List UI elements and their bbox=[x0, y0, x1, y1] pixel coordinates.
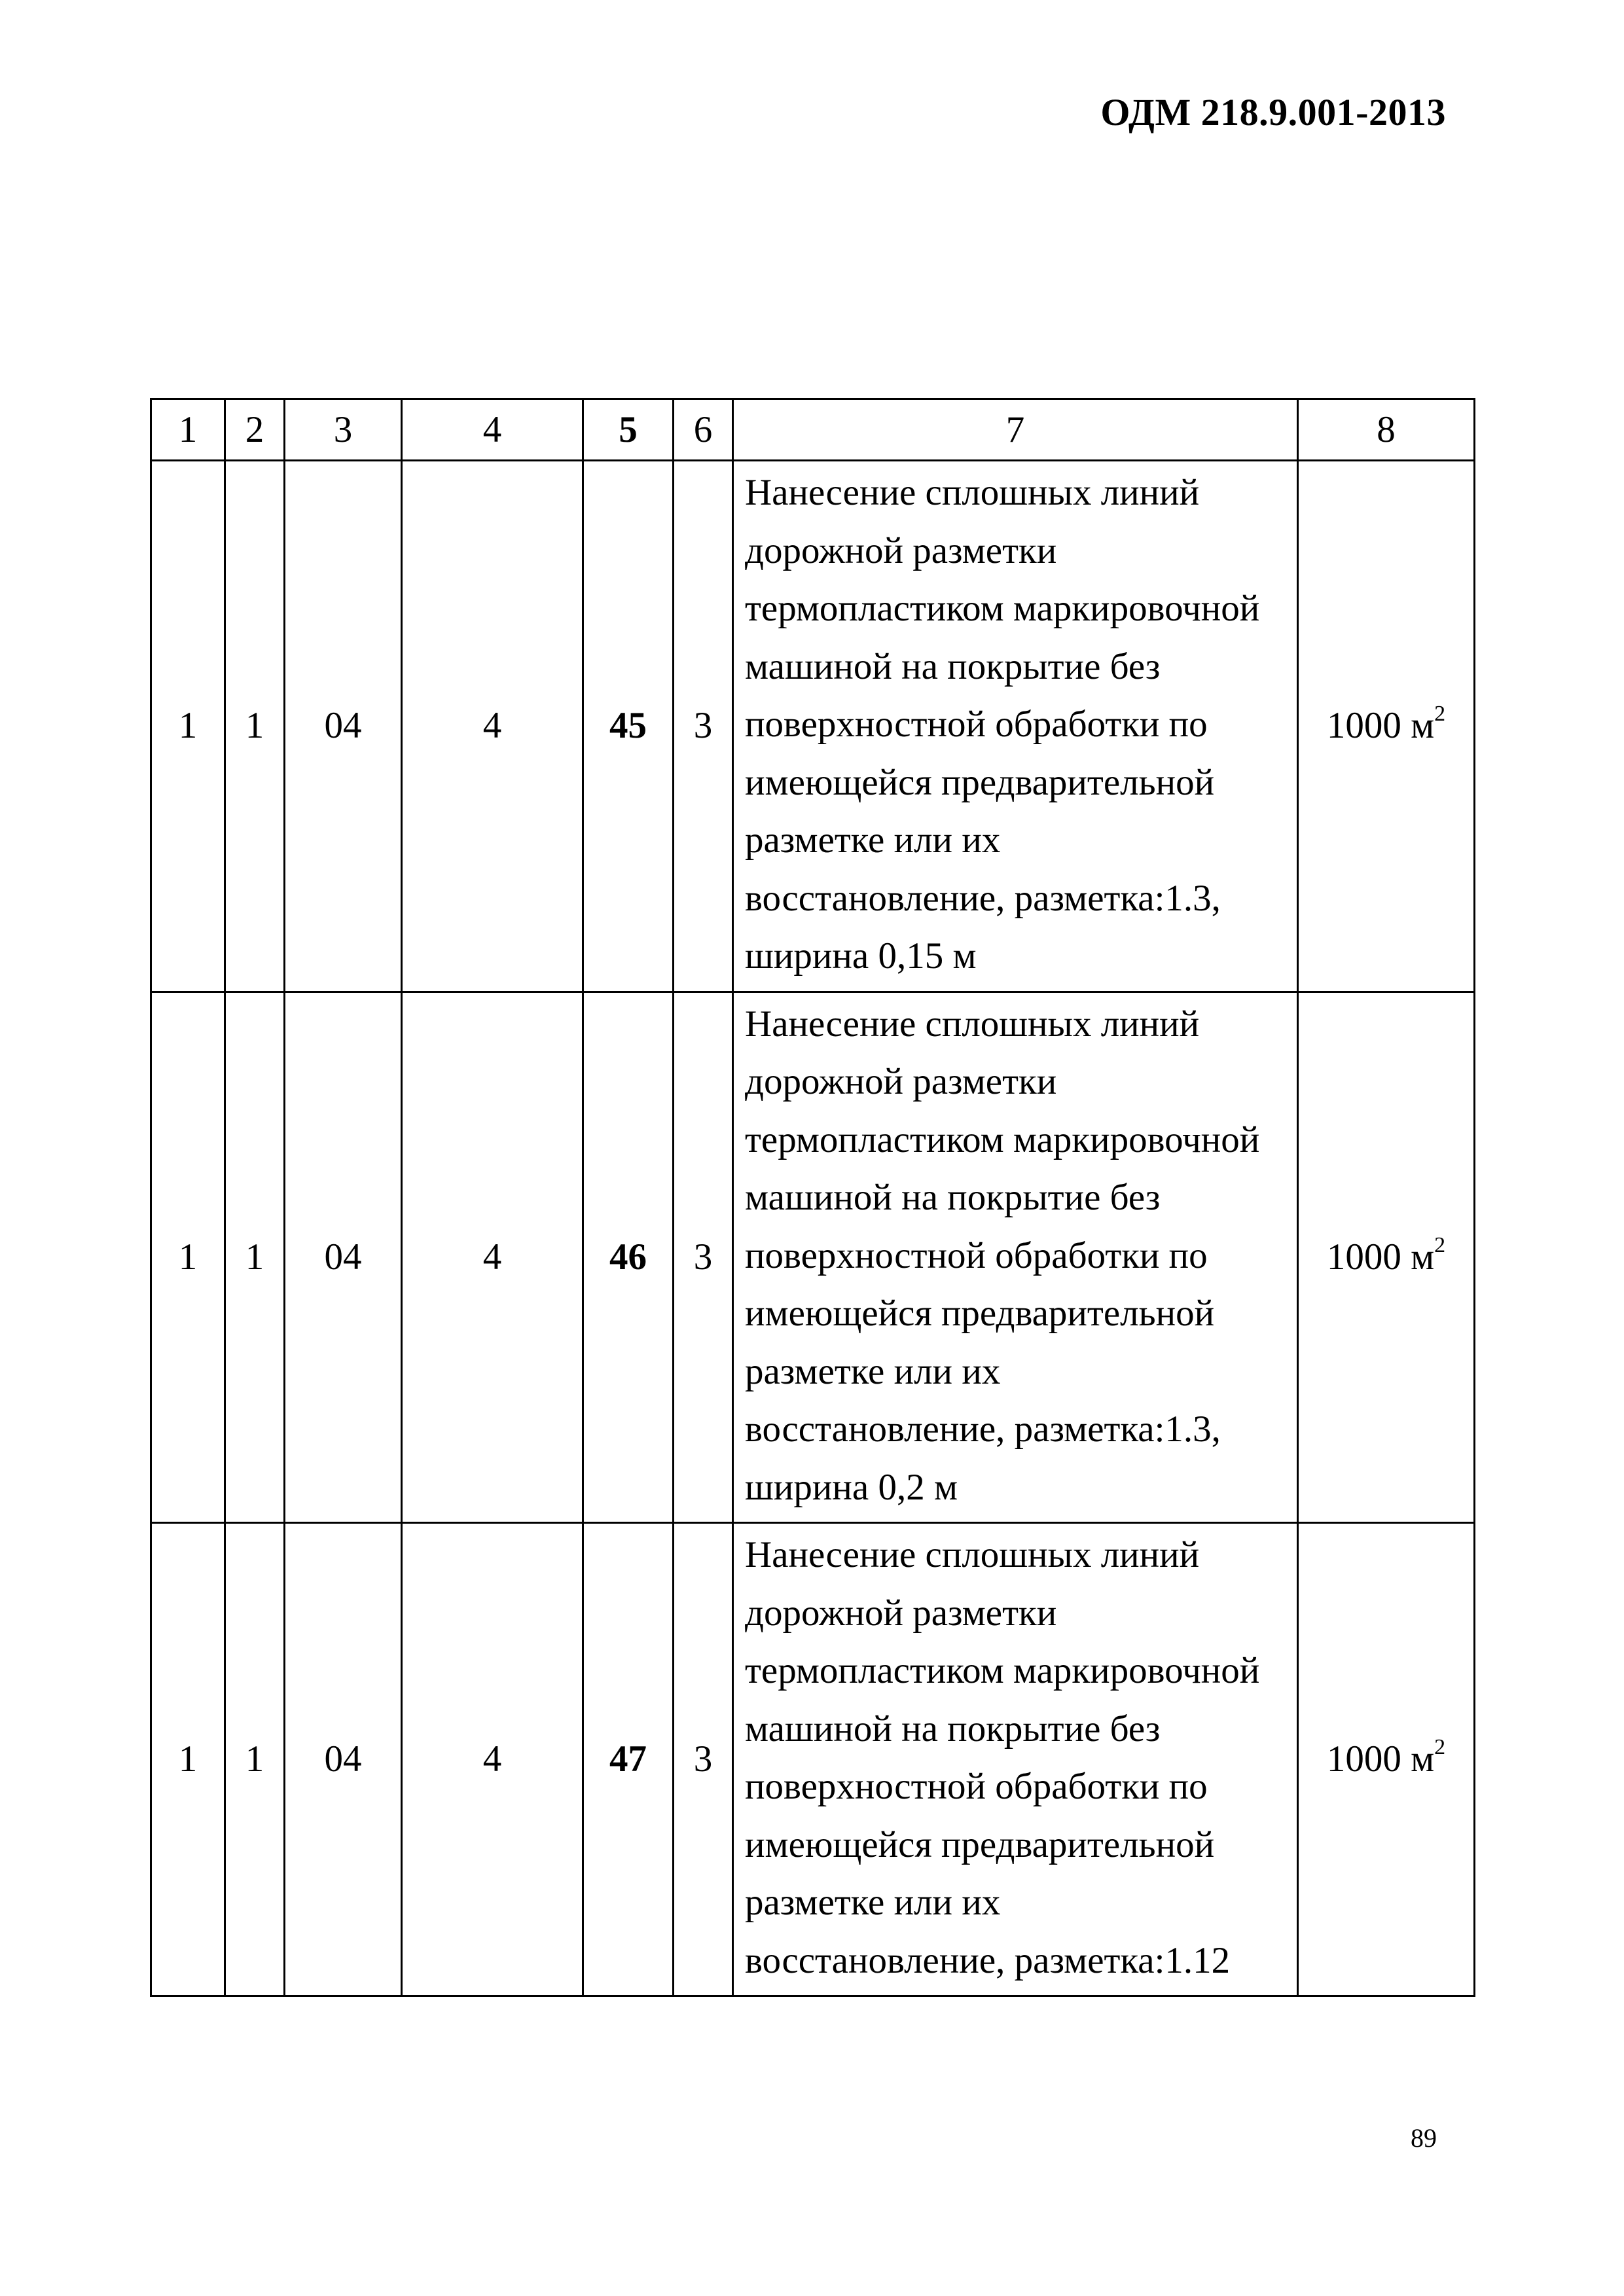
cell-col3: 04 bbox=[285, 992, 402, 1523]
cell-col3: 04 bbox=[285, 1523, 402, 1996]
description-line: восстановление, разметка:1.3, bbox=[745, 877, 1221, 919]
work-codes-table bbox=[150, 398, 1475, 1997]
cell-col6: 3 bbox=[674, 461, 733, 992]
description-line: поверхностной обработки по bbox=[745, 1234, 1208, 1276]
description-line: восстановление, разметка:1.3, bbox=[745, 1408, 1221, 1450]
cell-unit bbox=[1298, 1523, 1475, 1996]
description-line: имеющейся предварительной bbox=[745, 1293, 1215, 1334]
column-header: 7 bbox=[733, 399, 1298, 461]
description-line: разметке или их bbox=[745, 1882, 1001, 1923]
cell-col5: 46 bbox=[583, 992, 674, 1523]
cell-col1: 1 bbox=[151, 461, 225, 992]
cell-col5: 45 bbox=[583, 461, 674, 992]
unit-value: 1000 м bbox=[1326, 1236, 1435, 1278]
unit-exponent: 2 bbox=[1434, 1735, 1446, 1759]
cell-description bbox=[733, 461, 1298, 992]
column-header: 5 bbox=[583, 399, 674, 461]
description-line: дорожной разметки bbox=[745, 1592, 1057, 1634]
cell-col1: 1 bbox=[151, 1523, 225, 1996]
cell-col1: 1 bbox=[151, 992, 225, 1523]
description-line: дорожной разметки bbox=[745, 1061, 1057, 1102]
page-number: 89 bbox=[1411, 2123, 1437, 2153]
cell-description bbox=[733, 1523, 1298, 1996]
description-line: Нанесение сплошных линий bbox=[745, 472, 1200, 513]
description-line: термопластиком маркировочной bbox=[745, 1119, 1260, 1160]
description-line: ширина 0,15 м bbox=[745, 935, 977, 977]
description-line: восстановление, разметка:1.12 bbox=[745, 1939, 1231, 1981]
cell-col3: 04 bbox=[285, 461, 402, 992]
description-line: термопластиком маркировочной bbox=[745, 1650, 1260, 1691]
column-header: 6 bbox=[674, 399, 733, 461]
description-line: дорожной разметки bbox=[745, 529, 1057, 571]
description-line: машиной на покрытие без bbox=[745, 1708, 1161, 1749]
cell-col2: 1 bbox=[225, 461, 285, 992]
cell-col2: 1 bbox=[225, 992, 285, 1523]
table-header-row bbox=[151, 399, 1475, 461]
cell-description bbox=[733, 992, 1298, 1523]
cell-col4: 4 bbox=[402, 461, 583, 992]
table-row bbox=[151, 1523, 1475, 1996]
description-line: поверхностной обработки по bbox=[745, 704, 1208, 745]
cell-col2: 1 bbox=[225, 1523, 285, 1996]
description-line: термопластиком маркировочной bbox=[745, 588, 1260, 629]
unit-value: 1000 м bbox=[1326, 705, 1435, 747]
column-header: 2 bbox=[225, 399, 285, 461]
description-line: машиной на покрытие без bbox=[745, 1177, 1161, 1218]
cell-col4: 4 bbox=[402, 992, 583, 1523]
description-line: поверхностной обработки по bbox=[745, 1766, 1208, 1807]
description-line: имеющейся предварительной bbox=[745, 761, 1215, 803]
cell-unit bbox=[1298, 992, 1475, 1523]
unit-exponent: 2 bbox=[1434, 702, 1446, 726]
cell-unit bbox=[1298, 461, 1475, 992]
cell-col4: 4 bbox=[402, 1523, 583, 1996]
column-header: 1 bbox=[151, 399, 225, 461]
unit-exponent: 2 bbox=[1434, 1232, 1446, 1257]
unit-value: 1000 м bbox=[1326, 1738, 1435, 1780]
column-header: 3 bbox=[285, 399, 402, 461]
description-line: Нанесение сплошных линий bbox=[745, 1003, 1200, 1045]
description-line: разметке или их bbox=[745, 819, 1001, 861]
description-line: ширина 0,2 м bbox=[745, 1466, 958, 1508]
table-row bbox=[151, 992, 1475, 1523]
description-line: машиной на покрытие без bbox=[745, 645, 1161, 687]
document-code: ОДМ 218.9.001-2013 bbox=[1100, 91, 1446, 134]
description-line: имеющейся предварительной bbox=[745, 1823, 1215, 1865]
description-line: Нанесение сплошных линий bbox=[745, 1534, 1200, 1575]
column-header: 4 bbox=[402, 399, 583, 461]
cell-col6: 3 bbox=[674, 1523, 733, 1996]
cell-col5: 47 bbox=[583, 1523, 674, 1996]
description-line: разметке или их bbox=[745, 1350, 1001, 1392]
column-header: 8 bbox=[1298, 399, 1475, 461]
cell-col6: 3 bbox=[674, 992, 733, 1523]
table-row bbox=[151, 461, 1475, 992]
